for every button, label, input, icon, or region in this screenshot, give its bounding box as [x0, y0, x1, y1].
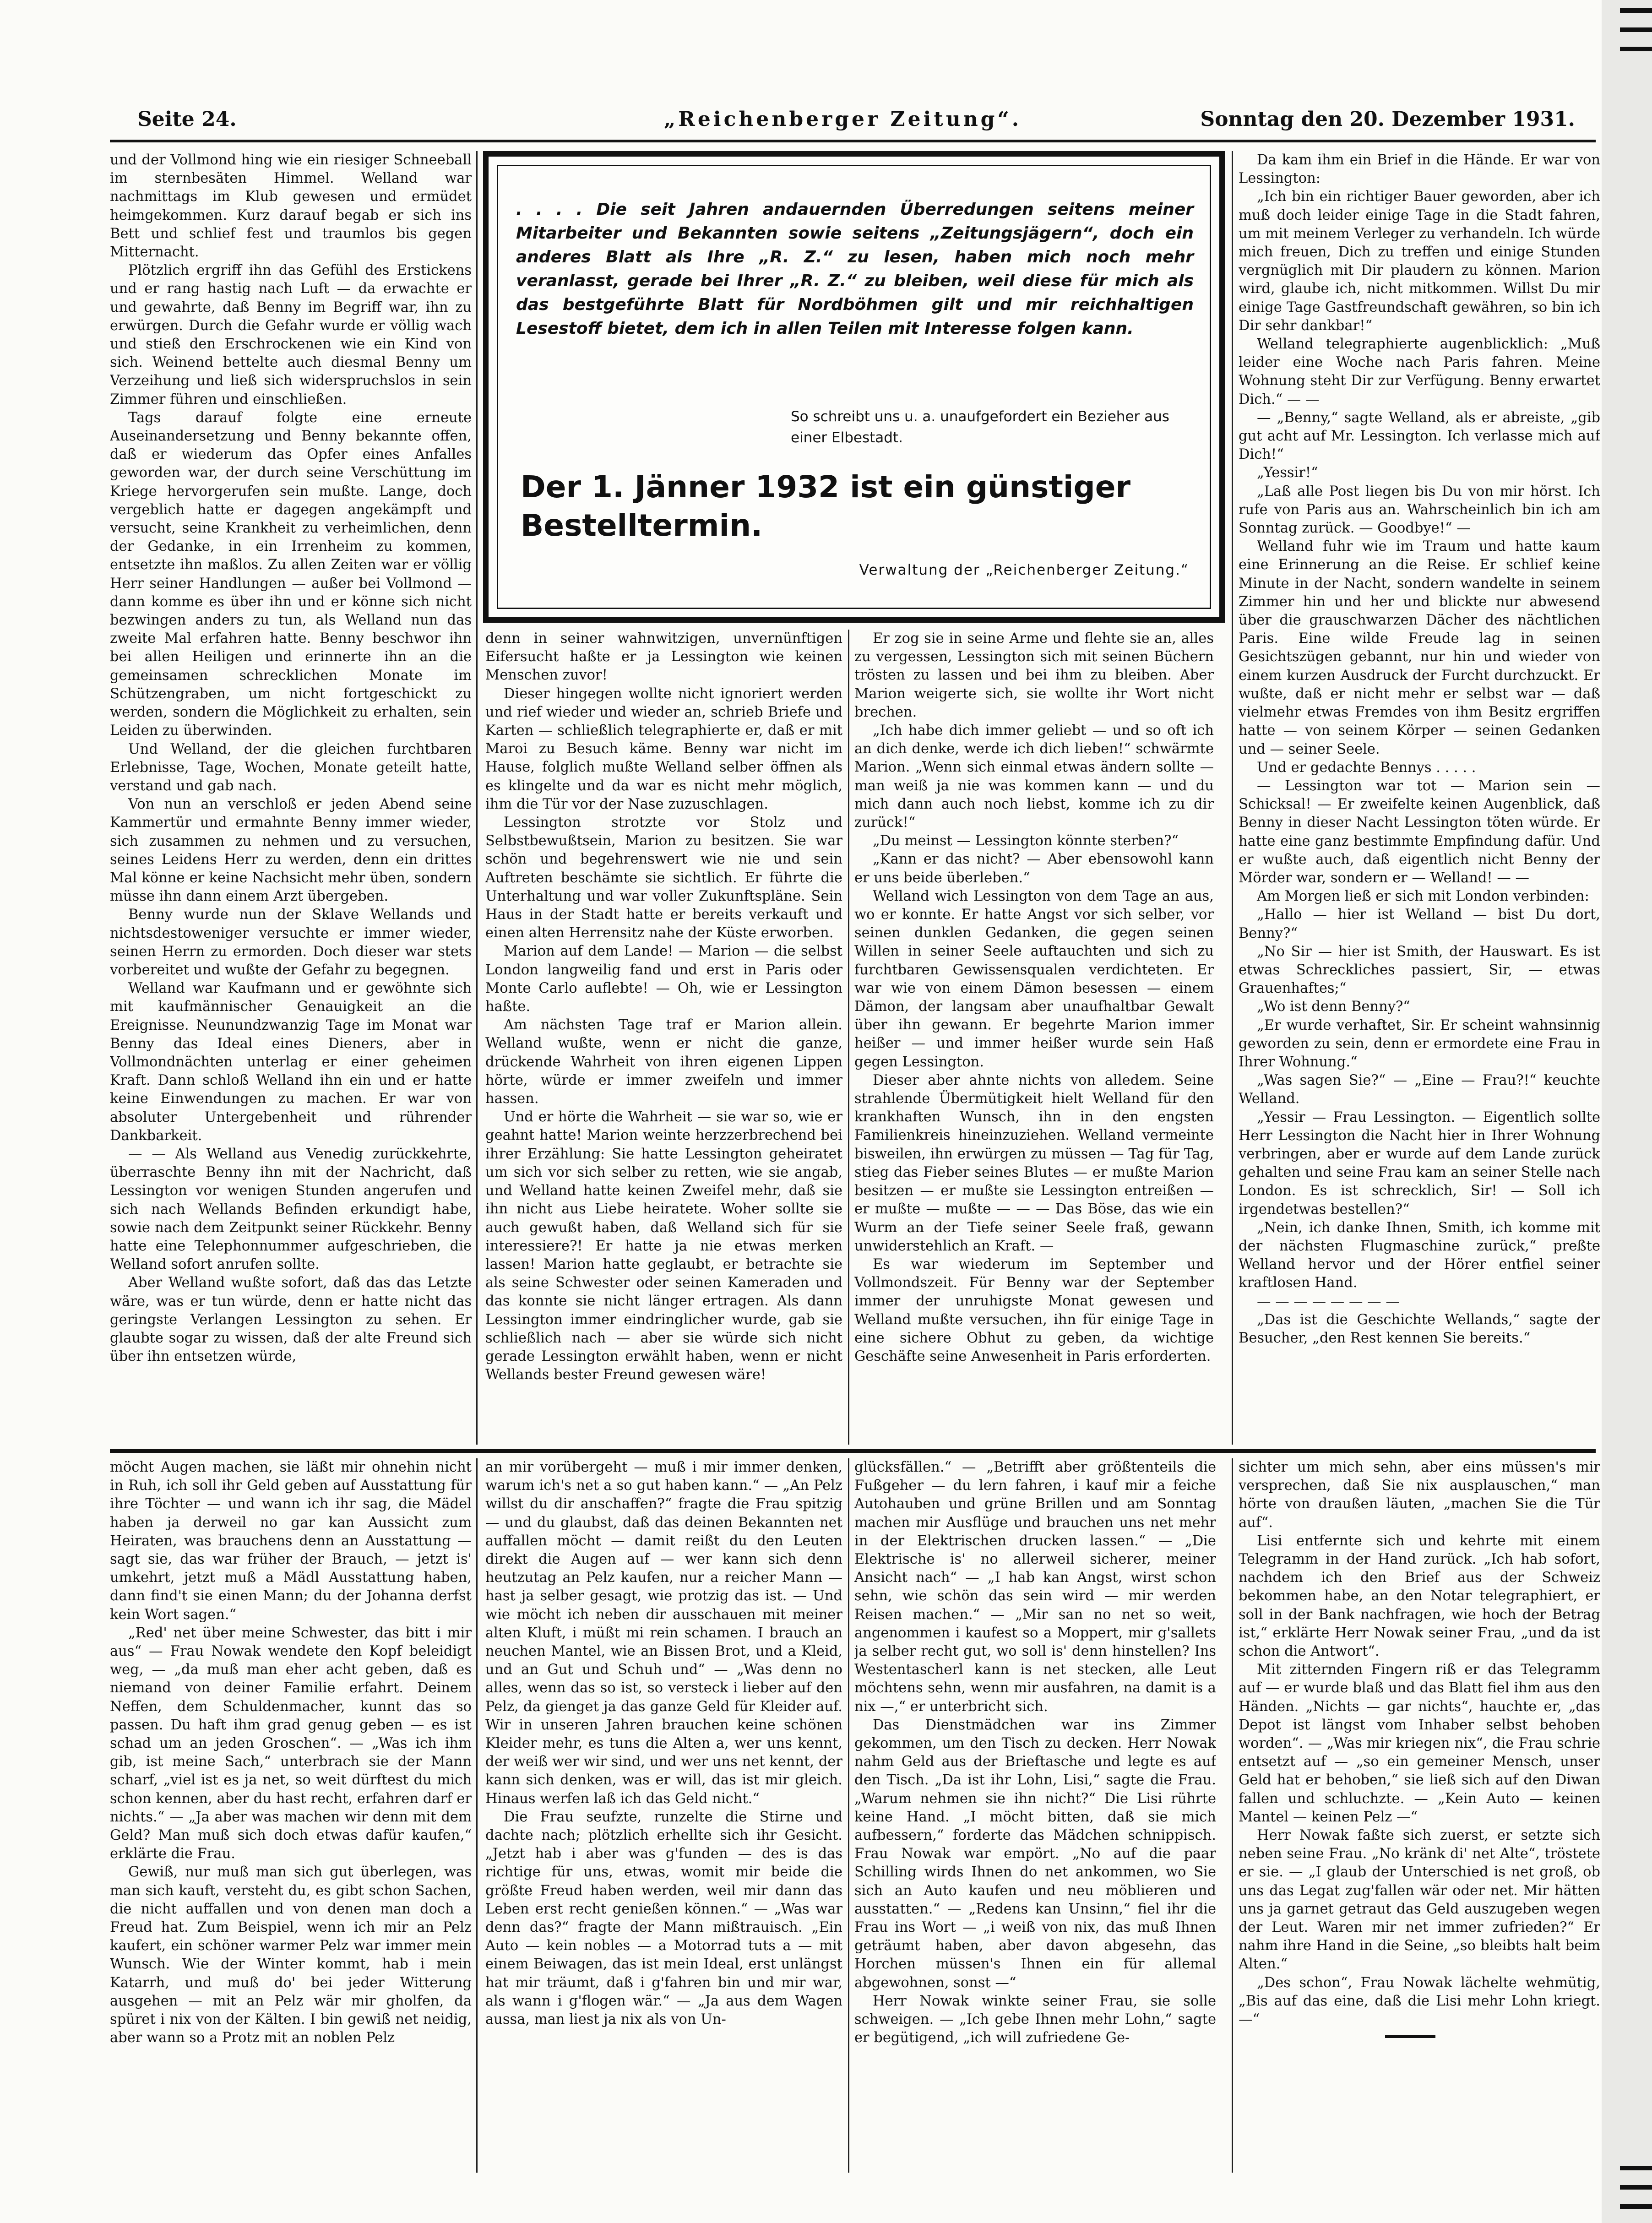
article-paragraph: Das Dienstmädchen war ins Zimmer gekommen, um den Tisch zu decken. Herr Nowak nahm Geld aus der Brieftasche und legte es auf den Tisch. „Da ist ihr Lohn, Lisi,“ sagte die Frau. „Warum nehmen sie ihn nicht?“ Die Lisi rührte keine Hand. „I möcht bitten, daß sie mich aufbessern,“ forderte das Mädchen schnippisch. Frau Nowak war empört. „No auf die paar Schilling wirds Ihnen do net ankommen, wo Sie sich an Auto kaufen und neu möblieren und ausstatten.“ — „Redens kan Unsinn,“ fiel ihr die Frau ins Wort — „i weiß von nix, das muß Ihnen geträumt haben, aber davon abgesehn, das Horchen müssen's Ihnen ein für allemal abgewohnen, sonst —“ [854, 1717, 1216, 1991]
article-paragraph: Lisi entfernte sich und kehrte mit einem Telegramm in der Hand zurück. „Ich hab sofort, nachdem ich den Brief aus der Schweiz bekommen habe, an den Notar telegraphiert, er soll in der Bank nachfragen, wie hoch der Betrag ist,“ erklärte Herr Nowak seiner Frau, „und da ist schon die Antwort“. [1239, 1533, 1600, 1660]
advert-quote: . . . . Die seit Jahren andauernden Überredungen seitens meiner Mitarbeiter und Bekannten sowie seitens „Zeitungsjägern“, doch ein anderes Blatt als Ihre „R. Z.“ zu lesen, haben mich noch mehr veranlasst, gerade bei Ihrer „R. Z.“ zu bleiben, weil diese für mich als das bestgeführte Blatt für Nordböhmen gilt und mir reichhaltigen Lesestoff bietet, dem ich in allen Teilen mit Interesse folgen kann. [516, 200, 1194, 338]
article-paragraph: — „Benny,“ sagte Welland, als er abreiste, „gib gut acht auf Mr. Lessington. Ich verlasse mich auf Dich!“ [1239, 409, 1600, 463]
article-paragraph: Am Morgen ließ er sich mit London verbinden: [1257, 888, 1589, 905]
scan-mark [1620, 2204, 1652, 2209]
article-paragraph: „Ich habe dich immer geliebt — und so oft ich an dich denke, werde ich dich lieben!“ schwärmte Marion. „Wenn sich einmal etwas ändern sollte — man weiß ja nie was kommen kann — und du mich dann auch noch liebst, komme ich zu dir zurück!“ [854, 723, 1214, 831]
article-paragraph: Dieser aber ahnte nichts von alledem. Seine strahlende Übermütigkeit hielt Welland für den krankhaften Wunsch, ihn in den engsten Familienkreis hineinzuziehen. Welland vermeinte bisweilen, ihn erwürgen zu müssen — Tag für Tag, stieg das Fieber seines Blutes — er mußte Marion besitzen — er mußte sie Lessington entreißen — er mußte — mußte — — — Das Böse, das wie ein Wurm an der Tiefe seiner Seele fraß, gewann unwiderstehlich an Kraft. — [854, 1072, 1214, 1254]
column-divider [848, 1458, 849, 2173]
article-paragraph: Gewiß, nur muß man sich gut überlegen, was man sich kauft, versteht du, es gibt schon Sachen, die nicht auffallen und von denen man doch a Freud hat. Zum Beispiel, wenn ich mir an Pelz kaufert, ein schöner warmer Pelz war immer mein Wunsch. Wie der Winter kommt, hab i mein Katarrh, und muß do' bei jeder Witterung ausgehen — mit an Pelz wär mir gholfen, da spüret i nix von der Kälten. I bin gewiß net neidig, aber wann so a Protz mit an noblen Pelz [110, 1864, 472, 2046]
serial-column-2 [485, 1458, 842, 2173]
article-paragraph: Von nun an verschloß er jeden Abend seine Kammertür und ermahnte Benny immer wieder, sich zusammen zu nehmen und zu versuchen, seines Leidens Herr zu werden, denn ein drittes Mal könne er keine Nachsicht mehr üben, sondern müsse ihn dann einem Arzt übergeben. [110, 796, 472, 905]
article-paragraph: Welland war Kaufmann und er gewöhnte sich mit kaufmännischer Genauigkeit an die Ereignisse. Neunundzwanzig Tage im Monat war Benny das Ideal eines Dieners, aber in Vollmondnächten unterlag er einer geheimen Kraft. Dann schloß Welland ihn ein und er hatte keine Einwendungen zu machen. Er war von absoluter Untergebenheit und rührender Dankbarkeit. [110, 980, 472, 1144]
advert-attribution: So schreibt uns u. a. unaufgefordert ein Bezieher aus einer Elbestadt. [791, 408, 1169, 446]
article-paragraph: Am nächsten Tage traf er Marion allein. Welland wußte, wenn er nicht die ganze, drückende Wahrheit von ihren eigenen Lippen hörte, würde er immer zweifeln und immer hassen. [485, 1017, 842, 1107]
article-paragraph: Es war wiederum im September und Vollmondszeit. Für Benny war der September immer der unruhigste Monat gewesen und Welland mußte versuchen, ihn für einige Tage in eine sichere Obhut zu geben, da wichtige Geschäfte seine Anwesenheit in Paris erforderten. [854, 1256, 1214, 1364]
article-paragraph: „Des schon“, Frau Nowak lächelte wehmütig, „Bis auf das eine, daß die Lisi mehr Lohn kriegt. —“ [1239, 1974, 1600, 2028]
article-paragraph: „Das ist die Geschichte Wellands,“ sagte der Besucher, „den Rest kennen Sie bereits.“ [1239, 1311, 1600, 1346]
article-paragraph: Welland telegraphierte augenblicklich: „Muß leider eine Woche nach Paris fahren. Meine Wohnung steht Dir zur Verfügung. Benny erwartet Dich.“ — — [1239, 336, 1600, 408]
article-paragraph: Aber Welland wußte sofort, daß das das Letzte wäre, was er tun würde, denn er hatte nicht das geringste Verlangen Lessington zu sehen. Er glaubte sogar zu wissen, daß der alte Freund sich über ihn entsetzen würde, [110, 1275, 472, 1365]
article-paragraph: „No Sir — hier ist Smith, der Hauswart. Es ist etwas Schreckliches passiert, Sir, — etwas Grauenhaftes;“ [1239, 943, 1600, 997]
article-paragraph: „Nein, ich danke Ihnen, Smith, ich komme mit der nächsten Flugmaschine zurück,“ preßte Welland hervor und der Hörer entfiel seiner kraftlosen Hand. [1239, 1219, 1600, 1291]
scan-margin-strip [1602, 0, 1652, 2223]
article-paragraph: glücksfällen.“ — „Betrifft aber größtenteils die Fußgeher — du lern fahren, i kauf mir a feiche Autohauben und grüne Brillen und am Sonntag machen mir Ausflüge und brauchen uns net mehr in der Elektrischen drucken lassen.“ — „Die Elektrische is' no allerweil sicherer, meiner Ansicht nach“ — „I hab kan Angst, wirst schon sehn, wie schön das sein wird — mir werden Reisen machen.“ — „Mir san no net so weit, angenommen i kaufest so a Moppert, mir g'sallets ja selber recht gut, wo soll is' denn hinstellen? Ins Westentascherl kann is net stecken, alle Leut möchtens sehn, wenn mir ausfahren, na damit is a nix —,“ er unterbricht sich. [854, 1459, 1216, 1715]
serial-column-4 [1239, 1458, 1600, 2173]
article-paragraph: „Red' net über meine Schwester, das bitt i mir aus“ — Frau Nowak wendete den Kopf beleidigt weg, — „da muß man eher acht geben, daß es niemand von deiner Familie erfahrt. Deinem Neffen, dem Schuldenmacher, kunnt das so passen. Du haft ihm grad genug geben — es ist schad um an jeden Groschen“. — „Was ich ihm gib, ist meine Sach,“ unterbrach sie der Mann scharf, „viel ist es ja net, so weit dürftest du mich schon kennen, aber du hast recht, erfahren darf er nichts.“ — „Ja aber was machen wir denn mit dem Geld? Man muß sich doch etwas dafür kaufen,“ erklärte die Frau. [110, 1625, 472, 1862]
article-paragraph: „Du meinst — Lessington könnte sterben?“ [873, 833, 1179, 849]
advert-signature: Verwaltung der „Reichenberger Zeitung.“ [859, 562, 1189, 578]
column-divider [476, 151, 478, 1445]
article-paragraph: „Kann er das nicht? — Aber ebensowohl kann er uns beide überleben.“ [854, 851, 1214, 886]
article-paragraph: und der Vollmond hing wie ein riesiger Schneeball im sternbesäten Himmel. Welland war nachmittags im Klub gewesen und ermüdet heimgekommen. Kurz darauf begab er sich ins Bett und schlief fest und traumlos bis gegen Mitternacht. [110, 152, 472, 261]
story-column-3 [854, 630, 1214, 1445]
article-paragraph: Benny wurde nun der Sklave Wellands und nichtsdestoweniger versuchte er immer wieder, seinen Herrn zu ermorden. Doch dieser war stets vorbereitet und wußte der Gefahr zu begegnen. [110, 907, 472, 978]
scan-mark [1620, 27, 1652, 32]
column-divider [1232, 151, 1233, 1445]
scan-mark [1620, 8, 1652, 13]
scan-mark [1620, 47, 1652, 51]
article-paragraph: sichter um mich sehn, aber eins müssen's mir versprechen, daß Sie nix ausplauschen,“ man hörte von draußen läuten, „machen Sie die Tür auf“. [1239, 1459, 1600, 1531]
header-rule [110, 140, 1596, 142]
article-paragraph: Welland fuhr wie im Traum und hatte kaum eine Erinnerung an die Reise. Er schlief keine Minute in der Nacht, sondern wandelte in seinem Zimmer hin und her und blickte nur abwesend über die grauschwarzen Dächer des nächtlichen Paris. Eine wilde Freude lag in seinen Gesichtszügen gebannt, nur hin und wieder von einem kurzen Ausdruck der Furcht durchzuckt. Er wußte, daß er nicht mehr er selbst war — daß vielmehr etwas Fremdes von ihm Besitz ergriffen hatte — von seinem Körper — seinen Gedanken und — seiner Seele. [1239, 538, 1600, 757]
story-column-4 [1239, 151, 1600, 1445]
article-paragraph: „Hallo — hier ist Welland — bist Du dort, Benny?“ [1239, 907, 1600, 941]
issue-date: Sonntag den 20. Dezember 1931. [1200, 108, 1575, 131]
scan-mark [1620, 2166, 1652, 2170]
article-paragraph: Er zog sie in seine Arme und flehte sie an, alles zu vergessen, Lessington sich mit seinen Büchern trösten zu lassen und bei ihm zu bleiben. Aber Marion weigerte sich, sie wollte ihr Wort nicht brechen. [854, 630, 1214, 720]
section-rule [110, 1449, 1596, 1453]
page-header [137, 108, 1575, 140]
article-paragraph: „Ich bin ein richtiger Bauer geworden, aber ich muß doch leider einige Tage in die Stadt fahren, um mit meinem Verleger zu verhandeln. Ich würde mich freuen, Dich zu treffen und einige Stunden vergnüglich mit Dir plaudern zu können. Marion wird, glaube ich, nicht mitkommen. Willst Du mir einige Tage Gastfreundschaft gewähren, so bin ich Dir sehr dankbar!“ [1239, 189, 1600, 334]
article-paragraph: „Er wurde verhaftet, Sir. Er scheint wahnsinnig geworden zu sein, denn er ermordete eine Frau in Ihrer Wohnung.“ [1239, 1017, 1600, 1070]
article-paragraph: „Yessir!“ [1257, 465, 1318, 481]
article-paragraph: denn in seiner wahnwitzigen, unvernünftigen Eifersucht haßte er ja Lessington wie keinen Menschen zuvor! [485, 630, 842, 684]
article-paragraph: „Wo ist denn Benny?“ [1257, 999, 1410, 1015]
article-paragraph: Da kam ihm ein Brief in die Hände. Er war von Lessington: [1239, 152, 1600, 187]
column-divider [848, 630, 849, 1445]
scan-mark [1620, 2185, 1652, 2190]
article-paragraph: Plötzlich ergriff ihn das Gefühl des Erstickens und er rang hastig nach Luft — da erwachte er und gewahrte, daß Benny im Begriff war, ihn zu erwürgen. Durch die Gefahr wurde er völlig wach und stieß den Erschrockenen wie ein Kind von sich. Weinend bettelte auch diesmal Benny um Verzeihung und ließ sich widerspruchslos in sein Zimmer führen und einschließen. [110, 262, 472, 408]
article-paragraph: möcht Augen machen, sie läßt mir ohnehin nicht in Ruh, ich soll ihr Geld geben auf Ausstattung für ihre Töchter — und wann ich ihr sag, die Mädel haben ja derweil no gar kan Aussicht zum Heiraten, was brauchens denn an Ausstattung — sagt sie, das war früher der Brauch, — jetzt is' umkehrt, jetzt muß a Mädl Ausstattung haben, dann find't sie einen Mann; du der Johanna derfst kein Wort sagen.“ [110, 1459, 472, 1623]
article-paragraph: „Was sagen Sie?“ — „Eine — Frau?!“ keuchte Welland. [1239, 1072, 1600, 1107]
article-paragraph: Die Frau seufzte, runzelte die Stirne und dachte nach; plötzlich erhellte sich ihr Gesicht. „Jetzt hab i aber was g'funden — des is das richtige für uns, etwas, womit mir beide die größte Freud haben werden, weil mir dann das Leben erst recht genießen können.“ — „Was war denn das?“ fragte der Mann mißtrauisch. „Ein Auto — kein nobles — a Motorrad tuts a — mit einem Beiwagen, das ist mein Ideal, erst unlängst hat mir träumt, daß i g'fahren bin und mir war, als wann i g'flogen wär.“ — „Ja aus dem Wagen aussa, man liest ja nix als von Un- [485, 1809, 842, 2028]
article-paragraph: Welland wich Lessington von dem Tage an aus, wo er konnte. Er hatte Angst vor sich selber, vor seinen dunklen Gedanken, die gegen seinen Willen in seiner Seele auftauchten und sich zu furchtbaren Gewissensqualen verdichteten. Er war wie von einem Dämon besessen — einem Dämon, der langsam aber unaufhaltbar Gewalt über ihn gewann. Er begehrte Marion immer heißer — und immer heißer wurde sein Haß gegen Lessington. [854, 888, 1214, 1070]
advert-headline: Der 1. Jänner 1932 ist ein günstiger Bestelltermin. [521, 469, 1131, 543]
article-paragraph: Und er gedachte Bennys . . . . . [1257, 759, 1476, 776]
article-paragraph: „Yessir — Frau Lessington. — Eigentlich sollte Herr Lessington die Nacht hier in Ihrer Wohnung verbringen, aber er wurde auf dem Lande zurück gehalten und seine Frau kam an seiner Stelle nach London. Es ist schrecklich, Sir! — Soll ich irgendetwas bestellen?“ [1239, 1109, 1600, 1217]
article-paragraph: — Lessington war tot — Marion sein — Schicksal! — Er zweifelte keinen Augenblick, daß Benny in dieser Nacht Lessington töten würde. Er hatte eine ganz bestimmte Empfindung dafür. Und er wußte auch, daß eigentlich nicht Benny der Mörder war, sondern er — Welland! — — [1239, 777, 1600, 886]
serial-column-1 [110, 1458, 472, 2173]
article-paragraph: Marion auf dem Lande! — Marion — die selbst London langweilig fand und erst in Paris oder Monte Carlo auflebte! — Oh, wie er Lessington haßte. [485, 943, 842, 1015]
end-of-article-rule [1385, 2035, 1435, 2038]
column-divider [476, 1458, 478, 2173]
story-column-1 [110, 151, 472, 1445]
article-paragraph: Lessington strotzte vor Stolz und Selbstbewußtsein, Marion zu besitzen. Sie war schön und begehrenswert wie nie und sein Auftreten beschämte sie sichtlich. Er führte die Unterhaltung und war voller Zukunftspläne. Sein Haus in der Stadt hatte er bereits verkauft und einen alten Herrensitz nahe der Küste erworben. [485, 815, 842, 941]
article-paragraph: Herr Nowak faßte sich zuerst, er setzte sich neben seine Frau. „No kränk di' net Alte“, tröstete er sie. — „I glaub der Unterschied is net groß, ob uns das Legat zug'fallen wär oder net. Mir hätten uns ja garnet getraut das Geld auszugeben wegen der Leut. Waren mir net immer zufrieden?“ Er nahm ihre Hand in die Seine, „so bleibts halt beim Alten.“ [1239, 1827, 1600, 1973]
article-paragraph: Mit zitternden Fingern riß er das Telegramm auf — er wurde blaß und das Blatt fiel ihm aus den Händen. „Nichts — gar nichts“, hauchte er, „das Depot ist längst vom Inhaber selbst behoben worden“. — „Was mir kriegen nix“, die Frau schrie entsetzt auf — „so ein gemeiner Mensch, unser Geld hat er behoben,“ sie ließ sich auf den Diwan fallen und schluchzte. — „Kein Auto — keinen Mantel — keinen Pelz —“ [1239, 1662, 1600, 1825]
serial-column-3 [854, 1458, 1216, 2173]
article-paragraph: — — — — — — — — [1257, 1293, 1400, 1310]
article-paragraph: Und Welland, der die gleichen furchtbaren Erlebnisse, Tage, Wochen, Monate geteilt hatte, verstand und gab nach. [110, 741, 472, 794]
story-column-2 [485, 630, 842, 1445]
newspaper-title: „Reichenberger Zeitung“. [664, 108, 1022, 131]
article-paragraph: Herr Nowak winkte seiner Frau, sie solle schweigen. — „Ich gebe Ihnen mehr Lohn,“ sagte er begütigend, „ich will zufriedene Ge- [854, 1993, 1216, 2046]
article-paragraph: Tags darauf folgte eine erneute Auseinandersetzung und Benny bekannte offen, daß er wiederum das Opfer eines Anfalles geworden war, der durch seine Verschüttung im Kriege hervorgerufen sein mußte. Lange, doch vergeblich hatte er dagegen angekämpft und versucht, seine Krankheit zu verheimlichen, denn der Gedanke, in ein Irrenheim zu kommen, entsetzte ihn maßlos. Zu allen Zeiten war er völlig Herr seiner Handlungen — außer bei Vollmond — dann komme es über ihn und er könne sich nicht bezwingen anders zu tun, als Welland nun das zweite Mal erfahren hatte. Benny beschwor ihn bei allen Heiligen und erinnerte ihn an die gemeinsamen schrecklichen Monate im Schützengraben, um nicht fortgeschickt zu werden, sondern die Möglichkeit zu erhalten, sein Leiden zu überwinden. [110, 409, 472, 739]
page-number: Seite 24. [137, 108, 237, 131]
subscription-advert [483, 151, 1225, 623]
article-paragraph: — — Als Welland aus Venedig zurückkehrte, überraschte Benny ihn mit der Nachricht, daß Lessington vor wenigen Stunden angerufen und sich nach Wellands Befinden erkundigt habe, sowie nach dem Zeitpunkt seiner Rückkehr. Benny hatte eine Telephonnummer aufgeschrieben, die Welland sofort anrufen sollte. [110, 1146, 472, 1273]
article-paragraph: an mir vorübergeht — muß i mir immer denken, warum ich's net a so gut haben kann.“ — „An Pelz willst du dir anschaffen?“ fragte die Frau spitzig — und du glaubst, daß das deinen Bekannten net auffallen möcht — damit reißt du den Leuten direkt die Augen auf — wer kann sich denn heutzutag an Pelz kaufen, nur a reicher Mann — hast ja selber gesagt, wie protzig das ist. — Und wie möcht ich neben dir ausschauen mit meiner alten Kluft, i müßt mi rein schamen. I brauch an neuchen Mantel, wie an Bissen Brot, und a Kleid, und an Gut und Schuh und“ — „Was denn no alles, wenn das so ist, so versteck i lieber auf den Pelz, da gienget ja das ganze Geld für Kleider auf. Wir in unseren Jahren brauchen keine schönen Kleider mehr, es tuns die Alten a, wer uns kennt, der weiß wer wir sind, und wer uns net kennt, der kann sich denken, was er will, das ist mir gleich. Hinaus werfen laß ich das Geld nicht.“ [485, 1459, 842, 1807]
article-paragraph: „Laß alle Post liegen bis Du von mir hörst. Ich rufe von Paris aus an. Wahrscheinlich bin ich am Sonntag zurück. — Goodbye!“ — [1239, 483, 1600, 537]
article-paragraph: Dieser hingegen wollte nicht ignoriert werden und rief wieder und wieder an, schrieb Briefe und Karten — schließlich telegraphierte er, daß er mit Maroi zu Besuch käme. Benny war nicht im Hause, folglich mußte Welland selber öffnen als es klingelte und da war es nicht mehr möglich, ihm die Tür vor der Nase zuzuschlagen. [485, 685, 842, 812]
column-divider [1232, 1458, 1233, 2173]
article-paragraph: Und er hörte die Wahrheit — sie war so, wie er geahnt hatte! Marion weinte herzzerbrechend bei ihrer Erzählung: Sie hatte Lessington geheiratet um sich vor sich selber zu retten, wie sie angab, und Welland hatte keinen Zweifel mehr, daß sie ihn nicht aus Liebe heiratete. Woher sollte sie auch gewußt haben, daß Welland sich für sie interessiere?! Er hatte ja nie etwas merken lassen! Marion hatte geglaubt, er betrachte sie als seine Schwester oder seinen Kameraden und das konnte sie nicht länger ertragen. Als dann Lessington immer eindringlicher wurde, gab sie schließlich nach — aber sie würde sich nicht gerade Lessington erwählt haben, wenn er nicht Wellands bester Freund gewesen wäre! [485, 1109, 842, 1383]
